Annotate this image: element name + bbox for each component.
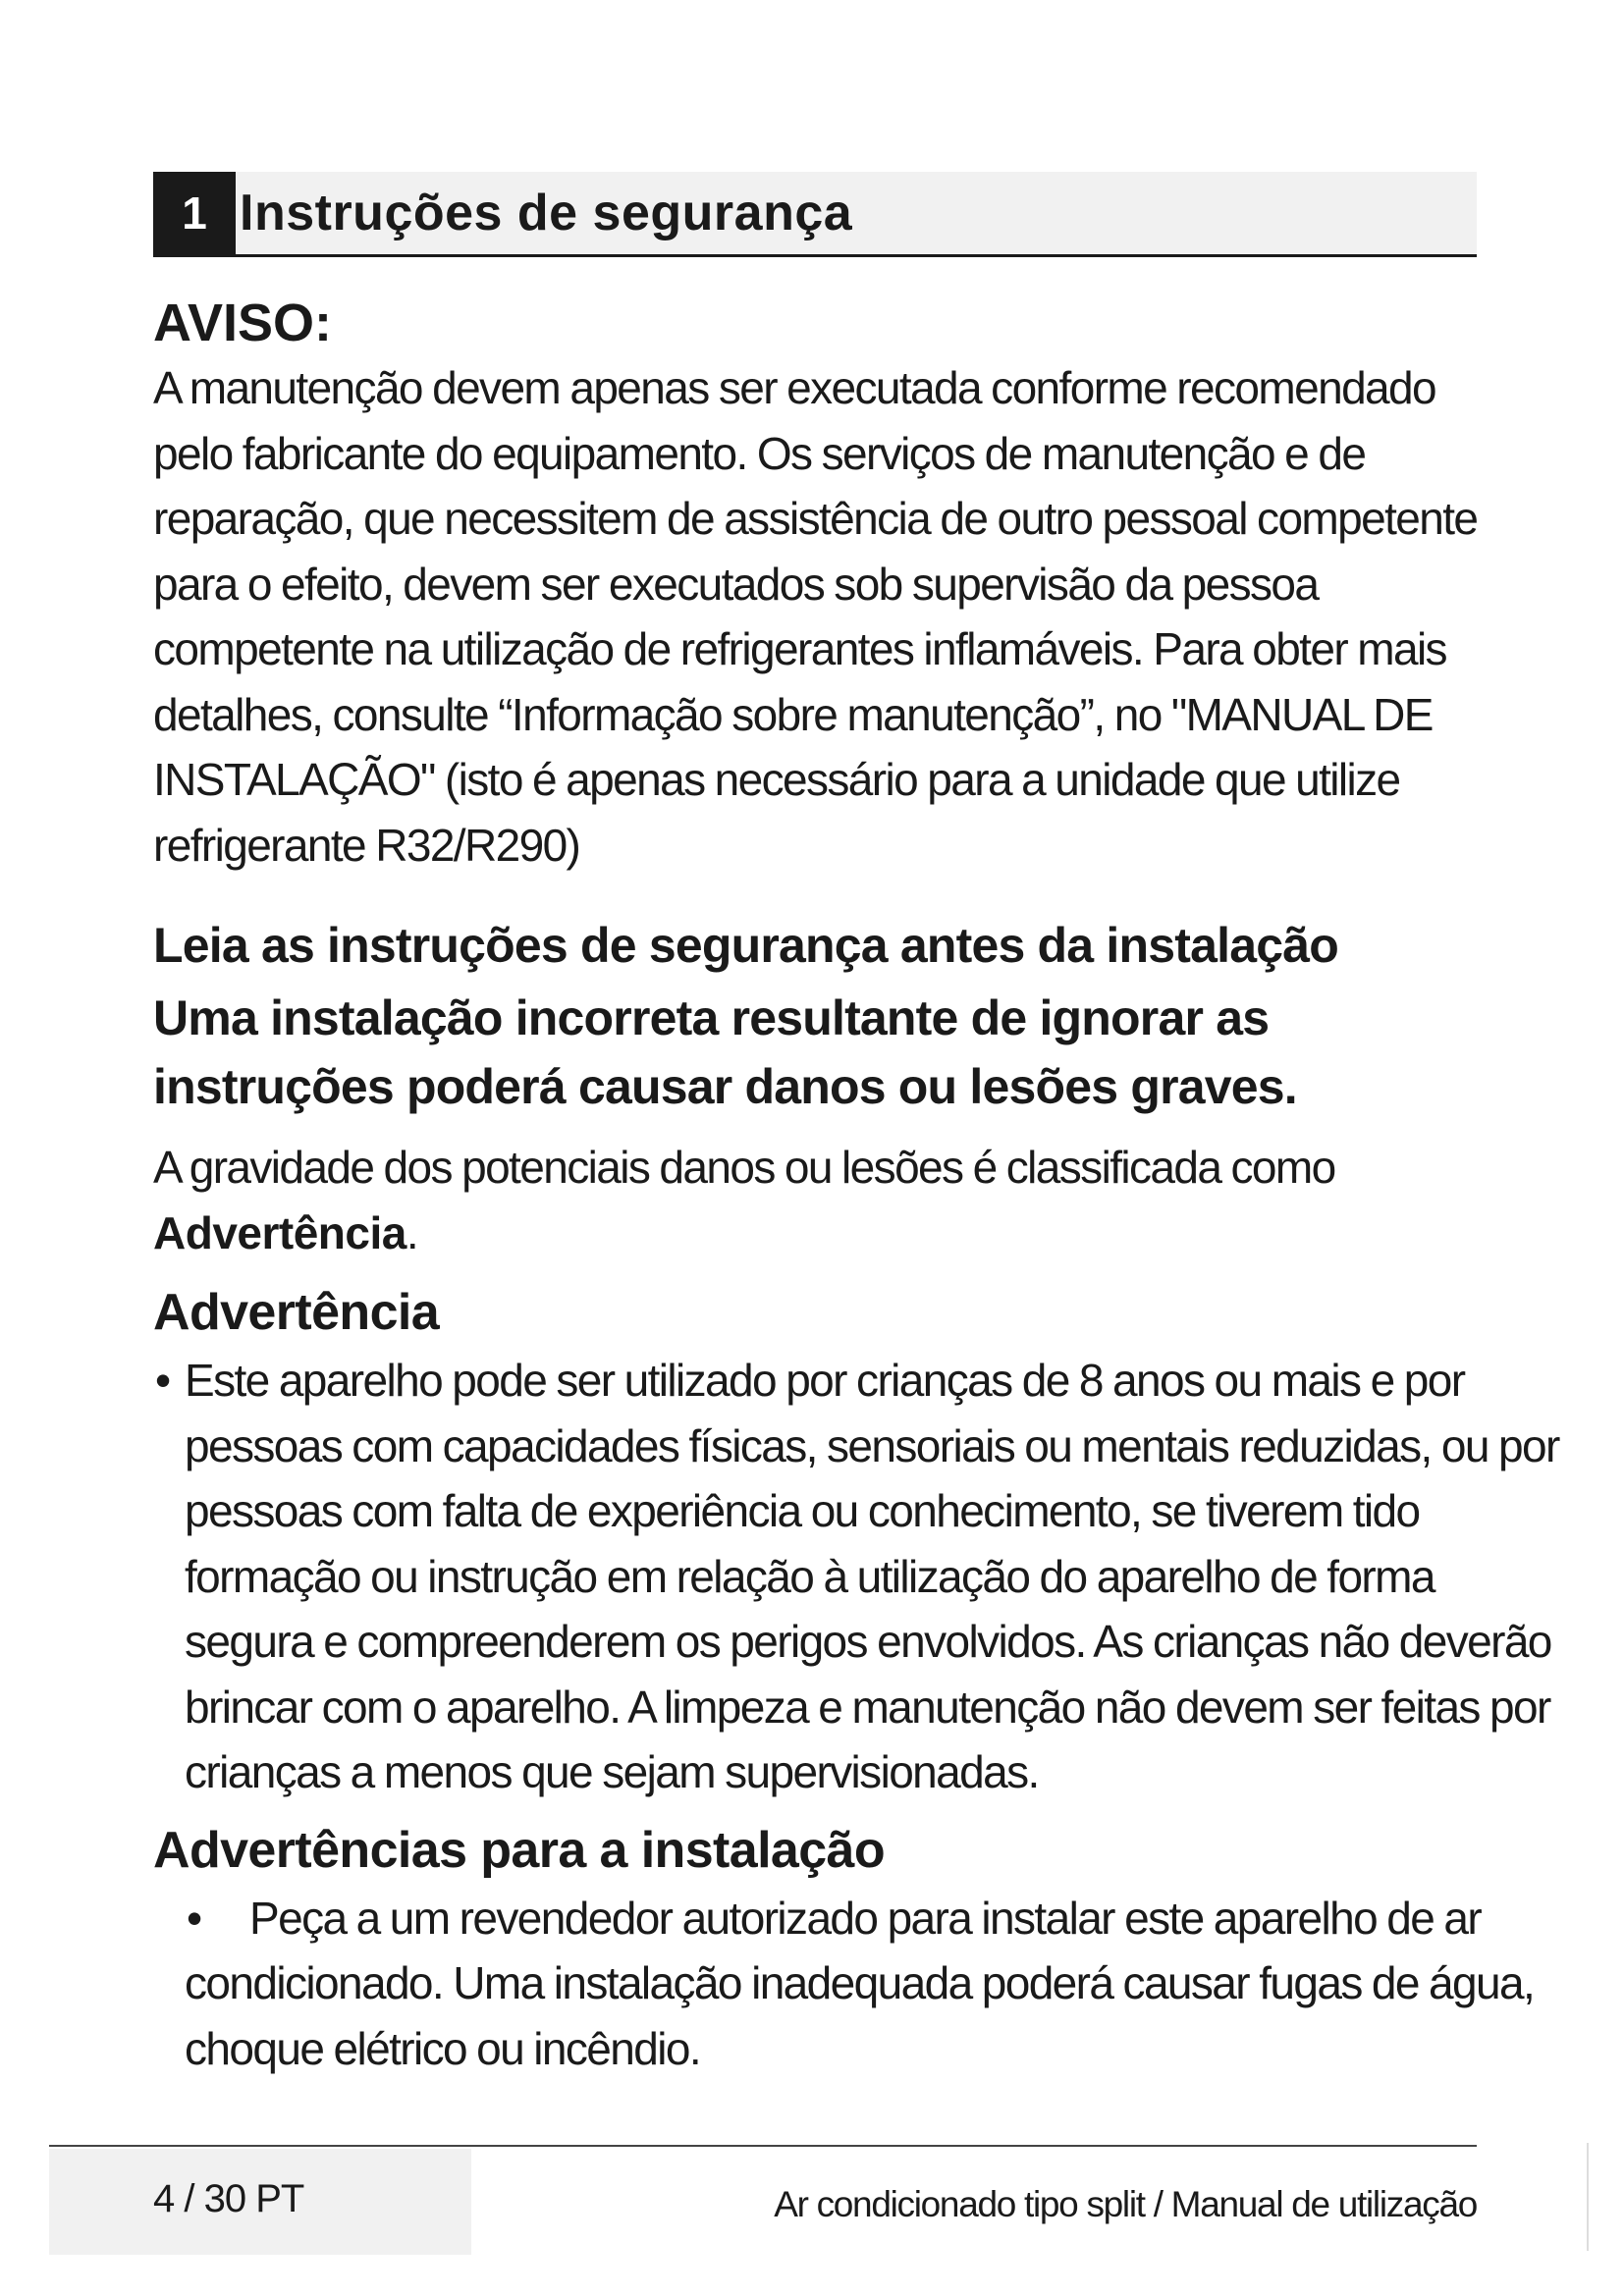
page-number: 4 / 30 PT xyxy=(153,2177,304,2220)
warning-item-text: Este aparelho pode ser utilizado por crianças de 8 anos ou mais e por pessoas com capacidades físicas, sensoriais ou mentais reduzidas, ou por pessoas com falta de experiência ou conhecimento, se tiverem tido formação ou instrução em relação à utilização do aparelho de forma segura e compreenderem os perigos envolvidos. As crianças não deverão brincar com o aparelho. A limpeza e manutenção não devem ser feitas por crianças a menos que sejam supervisionadas. xyxy=(185,1355,1559,1797)
page-content xyxy=(153,293,1559,2081)
list-item xyxy=(153,1886,1579,2082)
bullet-icon: • xyxy=(187,1892,201,1944)
installation-list xyxy=(153,1886,1535,2082)
section-number: 1 xyxy=(153,172,236,254)
aviso-heading: AVISO: xyxy=(153,294,333,352)
section-header xyxy=(153,172,1477,257)
section-title: Instruções de segurança xyxy=(240,185,853,241)
installation-warnings-heading: Advertências para a instalação xyxy=(153,1821,886,1879)
warning-heading: Advertência xyxy=(153,1284,440,1341)
list-item xyxy=(153,1348,1559,1805)
severity-end: . xyxy=(406,1206,418,1258)
severity-text: A gravidade dos potenciais danos ou lesões é classificada como xyxy=(153,1142,1335,1193)
aviso-paragraph: A manutenção devem apenas ser executada conforme recomendado pelo fabricante do equipamento. Os serviços de manutenção e de reparação, que necessitem de assistência de outro pessoal competente para o efeito, devem ser executados sob supervisão da pessoa competente na utilização de refrigerantes inflamáveis. Para obter mais detalhes, consulte “Informação sobre manutenção”, no "MANUAL DE INSTALAÇÃO" (isto é apenas necessário para a unidade que utilize refrigerante R32/R290) xyxy=(153,362,1478,871)
warning-list xyxy=(153,1348,1559,1805)
document-title: Ar condicionado tipo split / Manual de utilização xyxy=(774,2184,1477,2224)
severity-paragraph xyxy=(153,1135,1430,1265)
page-edge-divider xyxy=(1587,2143,1589,2251)
read-instructions-heading: Leia as instruções de segurança antes da instalação xyxy=(153,918,1338,973)
bullet-icon: • xyxy=(155,1355,170,1406)
footer-divider xyxy=(49,2145,1477,2147)
incorrect-installation-heading: Uma instalação incorreta resultante de ignorar as instruções poderá causar danos ou lesões graves. xyxy=(153,990,1297,1114)
severity-level: Advertência xyxy=(153,1206,406,1258)
installation-item-text: Peça a um revendedor autorizado para instalar este aparelho de ar condicionado. Uma instalação inadequada poderá causar fugas de água, choque elétrico ou incêndio. xyxy=(185,1892,1535,2074)
